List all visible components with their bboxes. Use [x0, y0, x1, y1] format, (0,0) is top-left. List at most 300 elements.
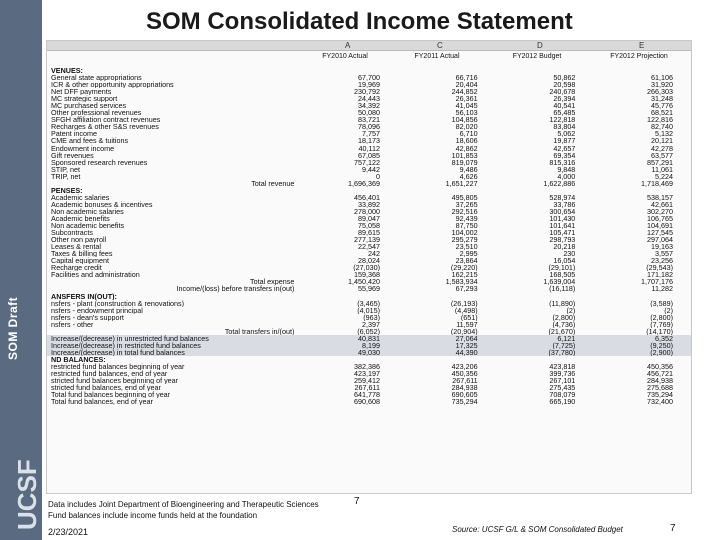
row-value: 82,740 — [651, 123, 673, 131]
row-value: (963) — [363, 313, 380, 321]
table-row — [47, 377, 691, 384]
income-statement-sheet — [46, 40, 692, 494]
table-row — [47, 363, 691, 370]
row-label: Academic benefits — [51, 214, 110, 223]
row-value — [300, 187, 398, 194]
row-label: Total revenue — [251, 179, 295, 187]
row-label: Recharges & other S&S revenues — [51, 123, 159, 131]
row-value: 42,862 — [455, 144, 478, 152]
table-row — [47, 173, 691, 180]
row-label: Capital equipment — [51, 257, 109, 265]
table-row — [47, 271, 691, 278]
period-label: FY2010 Actual — [322, 53, 368, 60]
table-row — [47, 145, 691, 152]
row-value: 75,058 — [358, 222, 380, 230]
row-value: 230,792 — [354, 88, 380, 96]
row-value: 819,079 — [451, 158, 478, 166]
table-row — [47, 349, 691, 356]
row-value: 1,583,934 — [445, 278, 478, 286]
row-value: 4,000 — [557, 172, 576, 180]
period-label: FY2012 Budget — [512, 53, 562, 60]
footnotes — [48, 499, 319, 521]
row-value: 5,132 — [655, 130, 673, 138]
row-value: 244,852 — [451, 88, 478, 96]
table-row — [47, 152, 691, 159]
table-row — [47, 215, 691, 222]
row-value — [593, 187, 691, 194]
row-label: stricted fund balances, end of year — [51, 384, 161, 392]
table-row — [47, 342, 691, 349]
row-label: SFGH affiliation contract revenues — [51, 116, 161, 124]
row-value: (2) — [566, 306, 576, 314]
table-row — [47, 208, 691, 215]
row-value: 122,818 — [549, 116, 576, 124]
row-value: 49,030 — [300, 349, 398, 356]
page-title: SOM Consolidated Income Statement — [146, 8, 573, 35]
row-value: 55,969 — [358, 285, 380, 293]
row-value: 22,547 — [358, 243, 380, 251]
row-value: 495,805 — [451, 193, 478, 201]
row-value: 26,361 — [455, 95, 478, 103]
row-value: 9,442 — [362, 165, 380, 173]
table-row — [47, 116, 691, 123]
row-value: 267,611 — [452, 377, 478, 385]
row-value: 168,505 — [549, 271, 576, 279]
ucsf-logo: UCSF — [12, 459, 42, 530]
row-value — [496, 356, 594, 363]
table-row — [47, 236, 691, 243]
row-label: Gift revenues — [51, 151, 94, 159]
row-value: 1,696,369 — [348, 179, 380, 187]
table-row — [47, 180, 691, 187]
table-row — [47, 250, 691, 257]
row-value: 298,793 — [549, 236, 576, 244]
row-value: 3,557 — [655, 250, 673, 258]
row-value: 240,678 — [549, 88, 576, 96]
row-value: 0 — [376, 172, 380, 180]
row-value: 162,215 — [451, 271, 478, 279]
row-value — [398, 67, 496, 74]
table-row — [47, 222, 691, 229]
table-row — [47, 74, 691, 81]
row-label: Recharge credit — [51, 264, 102, 272]
row-value: 28,024 — [358, 257, 380, 265]
row-value: 1,639,004 — [543, 278, 576, 286]
table-row — [47, 398, 691, 405]
table-row — [47, 166, 691, 173]
row-value: 382,386 — [354, 362, 380, 371]
row-value: 50,080 — [358, 109, 380, 117]
row-value — [300, 356, 398, 363]
table-row — [47, 243, 691, 250]
row-label: Sponsored research revenues — [51, 158, 148, 166]
row-value: 19,163 — [651, 243, 673, 251]
row-value: 56,103 — [455, 109, 478, 117]
row-value: 67,085 — [358, 151, 380, 159]
table-row — [47, 278, 691, 285]
row-value: 24,443 — [358, 95, 380, 103]
row-value: 7,757 — [362, 130, 380, 138]
table-row — [47, 109, 691, 116]
row-value: (14,170) — [646, 327, 673, 335]
row-value: 295,279 — [451, 236, 478, 244]
row-value — [593, 356, 691, 363]
row-value: 66,716 — [455, 74, 478, 82]
row-value: 42,657 — [553, 144, 576, 152]
table-row — [47, 123, 691, 130]
footnote: Data includes Joint Department of Bioengineering and Therapeutic Sciences — [48, 500, 319, 509]
row-value: 127,545 — [647, 229, 673, 237]
row-value: 87,750 — [455, 222, 478, 230]
row-value: (26,193) — [450, 299, 478, 307]
row-value: 40,112 — [358, 144, 380, 152]
row-label: CME and fees & tuitions — [51, 137, 129, 145]
row-value: (7,725) — [496, 342, 594, 349]
row-label: Subcontracts — [51, 229, 93, 237]
row-value: 9,848 — [557, 165, 576, 173]
row-value: (3,589) — [650, 299, 673, 307]
row-label: Academic salaries — [51, 193, 110, 201]
row-value: 33,892 — [358, 200, 380, 208]
row-value: 83,804 — [553, 123, 576, 131]
row-value: 18,173 — [358, 137, 380, 145]
row-value — [593, 293, 691, 300]
row-value: (2,800) — [650, 313, 673, 321]
row-value: (2) — [664, 306, 673, 314]
row-value: 83,721 — [358, 116, 380, 124]
table-row — [47, 335, 691, 342]
row-value: (29,101) — [548, 264, 576, 272]
table-row — [47, 328, 691, 335]
row-label: STIP, net — [51, 165, 81, 173]
row-value: 266,303 — [647, 88, 673, 96]
row-value: 19,969 — [358, 81, 380, 89]
row-label: VENUES: — [51, 67, 83, 75]
row-value: 8,199 — [300, 342, 398, 349]
row-value: 34,392 — [358, 102, 380, 110]
row-value: 16,054 — [553, 257, 576, 265]
row-value: (2,800) — [552, 313, 576, 321]
row-value: (4,015) — [357, 306, 380, 314]
row-value: 1,718,469 — [641, 179, 673, 187]
row-value: 1,622,886 — [543, 179, 576, 187]
row-label: Other non payroll — [51, 236, 107, 244]
row-value: (21,670) — [548, 327, 576, 335]
row-value — [496, 293, 594, 300]
row-label: ND BALANCES: — [51, 355, 106, 363]
row-value: 423,197 — [354, 370, 380, 378]
row-label: Leases & rental — [51, 243, 101, 251]
row-label: Facilities and administration — [51, 271, 140, 279]
row-value: 104,002 — [451, 229, 478, 237]
row-value: 67,700 — [358, 74, 380, 82]
row-value: (29,543) — [646, 264, 673, 272]
table-row — [47, 229, 691, 236]
row-value: (20,904) — [450, 327, 478, 335]
row-value: 275,435 — [549, 384, 576, 392]
row-value: 31,248 — [651, 95, 673, 103]
table-row — [47, 285, 691, 292]
table-row — [47, 264, 691, 271]
row-value: (11,890) — [549, 299, 576, 307]
draft-label: SOM Draft — [6, 296, 20, 360]
row-label: Non academic salaries — [51, 207, 124, 215]
row-value: 11,282 — [651, 285, 673, 293]
row-value: 41,045 — [455, 102, 478, 110]
page-number: 7 — [670, 523, 676, 534]
row-label: TRIP, net — [51, 172, 81, 180]
table-row — [47, 102, 691, 109]
row-value: 423,206 — [451, 362, 478, 371]
row-value: 6,121 — [496, 335, 594, 342]
row-value: 538,157 — [647, 193, 673, 201]
row-value: 89,047 — [358, 214, 380, 223]
row-value — [300, 293, 398, 300]
row-value: 45,776 — [651, 102, 673, 110]
row-label: Patent income — [51, 130, 97, 138]
table-row — [47, 356, 691, 363]
row-value: 278,000 — [354, 207, 380, 215]
table-row — [47, 67, 691, 74]
row-value: 101,853 — [451, 151, 478, 159]
row-value: 528,974 — [549, 193, 576, 201]
row-value: 292,516 — [451, 207, 478, 215]
row-value: (29,220) — [450, 264, 478, 272]
row-value: 20,121 — [651, 137, 673, 145]
row-label: Total fund balances beginning of year — [51, 391, 171, 399]
row-value: 267,611 — [354, 384, 380, 392]
row-value: 423,818 — [549, 362, 576, 371]
row-label: nsfers - plant (construction & renovations) — [51, 299, 185, 307]
row-value: (9,250) — [593, 342, 691, 349]
row-value: 242 — [368, 250, 380, 258]
row-value: 2,995 — [459, 250, 478, 258]
footnote: Fund balances include income funds held at the foundation — [48, 511, 258, 520]
table-row — [47, 159, 691, 166]
row-value — [496, 187, 594, 194]
row-value: 5,062 — [557, 130, 576, 138]
row-value: 450,356 — [647, 362, 673, 371]
row-value: 89,615 — [358, 229, 380, 237]
row-value: 104,691 — [647, 222, 673, 230]
row-value: 101,641 — [549, 222, 576, 230]
row-value: 665,190 — [549, 398, 576, 406]
row-value — [398, 187, 496, 194]
left-sidebar — [0, 0, 42, 540]
period-header — [47, 53, 691, 65]
row-value: 690,605 — [451, 391, 478, 399]
row-value: 61,106 — [651, 74, 673, 82]
row-value: 68,521 — [651, 109, 673, 117]
table-row — [47, 257, 691, 264]
row-value: 275,688 — [647, 384, 673, 392]
row-value: 40,831 — [300, 335, 398, 342]
row-value: 735,294 — [647, 391, 673, 399]
table-row — [47, 314, 691, 321]
table-row — [47, 300, 691, 307]
row-value: 67,293 — [455, 285, 478, 293]
row-value: 26,394 — [553, 95, 576, 103]
row-value: 18,606 — [455, 137, 478, 145]
row-value — [300, 67, 398, 74]
row-value: 1,707,176 — [641, 278, 673, 286]
table-row — [47, 384, 691, 391]
row-value: 284,938 — [647, 377, 673, 385]
row-value: 106,765 — [647, 214, 673, 223]
row-value: 20,404 — [455, 81, 478, 89]
row-value — [398, 356, 496, 363]
row-value: 6,352 — [593, 335, 691, 342]
row-value: 1,450,420 — [348, 278, 380, 286]
row-value: 37,265 — [455, 200, 478, 208]
row-value: 259,412 — [354, 377, 380, 385]
row-value: 9,486 — [459, 165, 478, 173]
row-value: 11,597 — [456, 320, 478, 328]
table-row — [47, 307, 691, 314]
row-value: 33,786 — [553, 200, 576, 208]
row-value: 302,270 — [647, 207, 673, 215]
table-row — [47, 88, 691, 95]
row-value: 101,430 — [549, 214, 576, 223]
row-value: (4,736) — [552, 320, 576, 328]
center-page-number: 7 — [354, 496, 360, 507]
row-value: 23,510 — [455, 243, 478, 251]
row-value: 44,390 — [398, 349, 496, 356]
row-label: Other professional revenues — [51, 109, 142, 117]
row-label: MC purchased services — [51, 102, 127, 110]
row-label: nsfers - other — [51, 320, 94, 328]
row-value: 732,400 — [647, 398, 673, 406]
table-row — [47, 391, 691, 398]
row-label: Taxes & billing fees — [51, 250, 113, 258]
row-value — [398, 293, 496, 300]
row-label: Increase/(decrease) in restricted fund balances — [47, 342, 300, 349]
row-value: 5,224 — [655, 172, 673, 180]
row-value: 708,079 — [549, 391, 576, 399]
row-value: (4,498) — [454, 306, 478, 314]
table-row — [47, 130, 691, 137]
row-value: 815,316 — [549, 158, 576, 166]
row-value: 1,651,227 — [445, 179, 478, 187]
row-value: (27,030) — [353, 264, 380, 272]
table-row — [47, 201, 691, 208]
row-value: 857,291 — [647, 158, 673, 166]
row-value: (2,900) — [593, 349, 691, 356]
row-label: Non academic benefits — [51, 222, 125, 230]
table-row — [47, 321, 691, 328]
row-value: 300,654 — [549, 207, 576, 215]
row-value: 40,541 — [553, 102, 576, 110]
column-letter: E — [639, 41, 645, 50]
income-table — [47, 67, 691, 405]
row-value: (3,465) — [357, 299, 380, 307]
row-value: (651) — [460, 313, 478, 321]
date-label: 2/23/2021 — [48, 527, 89, 537]
row-value: 69,354 — [553, 151, 576, 159]
period-label: FY2011 Actual — [414, 53, 460, 60]
column-letter-header — [47, 41, 691, 51]
table-row — [47, 95, 691, 102]
row-value: 171,182 — [647, 271, 673, 279]
row-value: 65,485 — [553, 109, 576, 117]
row-value: 78,096 — [358, 123, 380, 131]
column-letter: C — [437, 41, 443, 50]
row-value: 20,598 — [553, 81, 576, 89]
table-row — [47, 187, 691, 194]
row-label: PENSES: — [51, 186, 83, 194]
row-value: 42,278 — [651, 144, 673, 152]
row-value: 456,401 — [354, 193, 380, 201]
row-value: 20,218 — [553, 243, 576, 251]
row-value: (16,118) — [549, 285, 576, 293]
row-label: General state appropriations — [51, 74, 142, 82]
row-label: Total fund balances, end of year — [51, 398, 153, 406]
row-label: restricted fund balances beginning of year — [51, 362, 185, 371]
row-value: 2,397 — [362, 320, 380, 328]
row-value — [593, 67, 691, 74]
source-note: Source: UCSF G/L & SOM Consolidated Budget — [452, 525, 623, 534]
row-value: (37,780) — [496, 349, 594, 356]
row-value: 31,920 — [651, 81, 673, 89]
row-label: Income/(loss) before transfers in(out) — [176, 285, 295, 293]
row-value: 23,256 — [651, 257, 673, 265]
row-value: 267,101 — [549, 377, 576, 385]
row-label: ANSFERS IN(OUT): — [51, 292, 117, 300]
row-value: 11,061 — [651, 165, 673, 173]
row-label: Academic bonuses & incentives — [51, 200, 153, 208]
row-value: 122,816 — [647, 116, 673, 124]
row-value: 104,856 — [451, 116, 478, 124]
row-value: 735,294 — [451, 398, 478, 406]
row-value: 456,721 — [647, 370, 673, 378]
column-letter: A — [345, 41, 351, 50]
row-value: 82,020 — [455, 123, 478, 131]
period-label: FY2012 Projection — [610, 53, 668, 60]
row-value: 63,577 — [651, 151, 673, 159]
row-value: 105,471 — [549, 229, 576, 237]
row-label: nsfers - endowment principal — [51, 306, 143, 314]
row-label: MC strategic support — [51, 95, 118, 103]
row-value: 17,325 — [398, 342, 496, 349]
table-row — [47, 370, 691, 377]
row-value: (6,052) — [357, 327, 380, 335]
row-value: 690,608 — [354, 398, 380, 406]
row-label: Increase/(decrease) in total fund balances — [47, 349, 300, 356]
row-label: ICR & other opportunity appropriations — [51, 81, 174, 89]
table-row — [47, 81, 691, 88]
row-value: 19,877 — [553, 137, 576, 145]
row-value: 450,356 — [451, 370, 478, 378]
row-label: nsfers - dean's support — [51, 313, 124, 321]
table-row — [47, 194, 691, 201]
row-value: 159,368 — [354, 271, 380, 279]
row-value: 42,661 — [651, 200, 673, 208]
row-label: Total expense — [249, 278, 295, 286]
row-value: (7,769) — [650, 320, 673, 328]
row-value: 297,064 — [647, 236, 673, 244]
row-value: 757,122 — [354, 158, 380, 166]
row-value — [496, 67, 594, 74]
row-value: 27,064 — [398, 335, 496, 342]
row-value: 92,439 — [455, 214, 478, 223]
column-letter: D — [537, 41, 543, 50]
row-value: 641,778 — [354, 391, 380, 399]
row-value: 23,864 — [455, 257, 478, 265]
row-value: 6,710 — [459, 130, 478, 138]
row-label: Increase/(decrease) in unrestricted fund balances — [47, 335, 300, 342]
row-value: 399,736 — [549, 370, 576, 378]
table-row — [47, 293, 691, 300]
